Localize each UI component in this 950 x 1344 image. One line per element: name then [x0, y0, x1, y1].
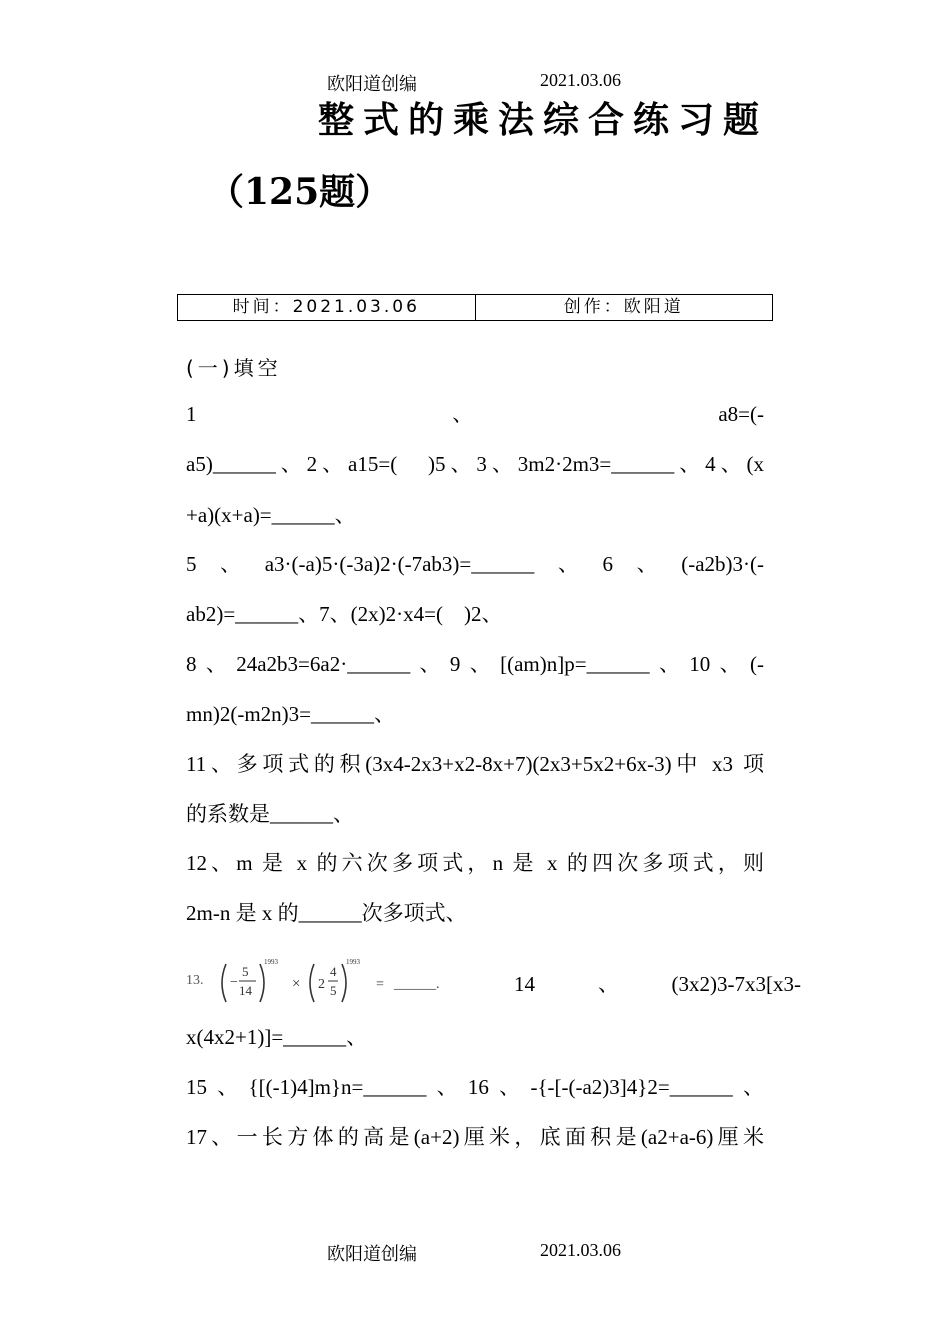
question-line-15: 17、一长方体的高是(a+2)厘米，底面积是(a2+a-6)厘米 — [186, 1125, 764, 1149]
question-line-3: +a)(x+a)=______、 — [186, 503, 356, 527]
svg-text:−: − — [230, 975, 238, 990]
question-line-6: 8、24a2b3=6a2·______、9、[(am)n]p=______、10、(- — [186, 652, 764, 676]
q13-exp2: 1993 — [346, 958, 360, 966]
footer-date: 2021.03.06 — [540, 1240, 621, 1260]
q13-exp1: 1993 — [264, 958, 278, 966]
q13-eq: = — [376, 977, 384, 992]
question-line-13: x(4x2+1)]=______、 — [186, 1025, 368, 1049]
q13-blank: ______. — [394, 977, 440, 992]
document-title: 整式的乘法综合练习题 — [318, 99, 769, 141]
section-heading: (一)填空 — [186, 356, 282, 380]
q13-frac2-den: 5 — [330, 983, 337, 998]
meta-table — [177, 294, 773, 321]
q13-number: 13. — [186, 973, 204, 988]
meta-time: 时间：2021.03.06 — [232, 297, 420, 317]
question-line-8: 11、多项式的积(3x4-2x3+x2-8x+7)(2x3+5x2+6x-3)中 x3 项 — [186, 752, 764, 776]
footer-author: 欧阳道创编 — [327, 1244, 417, 1264]
q13-frac1-den: 14 — [239, 983, 252, 998]
q13-times: × — [292, 976, 301, 992]
q13-frac2-num: 4 — [330, 964, 337, 979]
header-author: 欧阳道创编 — [327, 74, 417, 94]
question-line-10: 12、m 是 x 的六次多项式，n 是 x 的四次多项式，则 — [186, 851, 764, 875]
q13-frac1-num: 5 — [242, 964, 249, 979]
q13-mixed-whole: 2 — [318, 977, 325, 992]
question-line-11: 2m-n 是 x 的______次多项式、 — [186, 901, 467, 925]
question-line-4: 5、a3·(-a)5·(-3a)2·(-7ab3)=______、6、(-a2b)3·(- — [186, 552, 764, 576]
question-line-5: ab2)=______、7、(2x)2·x4=( )2、 — [186, 602, 503, 626]
question-line-1: 1 、 a8=(- — [186, 402, 764, 426]
question-line-9: 的系数是______、 — [186, 802, 354, 826]
question-line-14: 15、{[(-1)4]m}n=______、16、-{-[-(-a2)3]4}2=______、 — [186, 1075, 764, 1099]
question-line-2: a5)______、2、a15=( )5、3、3m2·2m3=______、4、(x — [186, 452, 764, 476]
question-line-12: 14 、 (3x2)3-7x3[x3- — [514, 972, 801, 996]
header-date: 2021.03.06 — [540, 70, 621, 90]
document-subtitle: （125题） — [208, 171, 392, 213]
meta-creator: 创作：欧阳道 — [475, 295, 773, 320]
formula-image — [186, 950, 466, 1010]
question-line-7: mn)2(-m2n)3=______、 — [186, 702, 395, 726]
question-13-formula — [186, 950, 466, 1010]
